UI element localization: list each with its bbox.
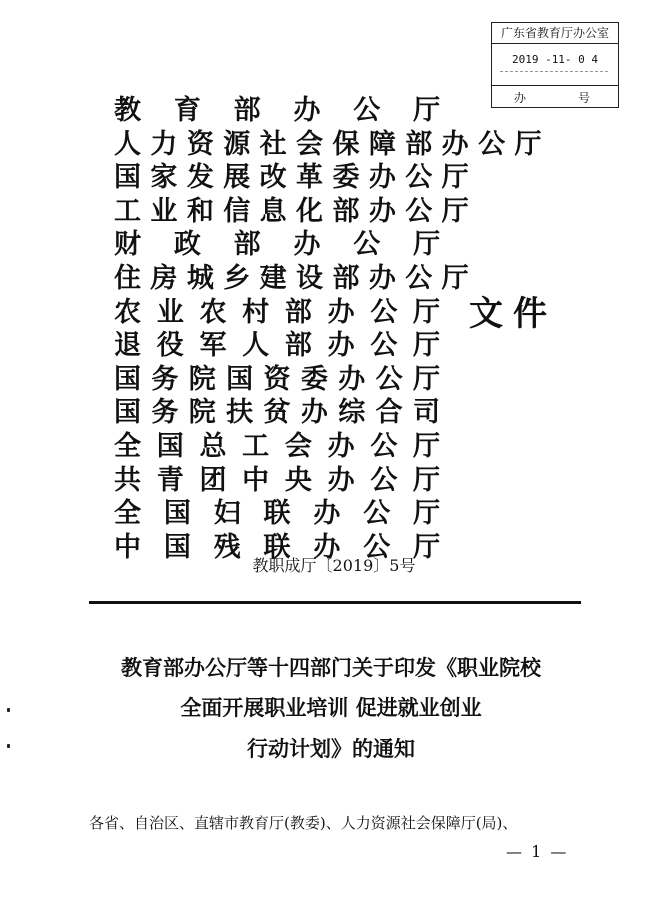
addressee-line: 各省、自治区、直辖市教育厅(教委)、人力资源社会保障厅(局)、 bbox=[89, 814, 518, 832]
title-line-1: 教育部办公厅等十四部门关于印发《职业院校 bbox=[121, 655, 541, 680]
stamp-footer bbox=[492, 85, 618, 106]
issuer-moe: 教 育 部 办 公 厅 bbox=[114, 95, 441, 126]
issuer-cyl: 共 青 团 中 央 办 公 厅 bbox=[114, 464, 441, 496]
issuer-mohurd: 住 房 城 乡 建 设 部 办 公 厅 bbox=[114, 262, 469, 294]
receipt-stamp bbox=[491, 22, 619, 108]
stamp-footer-left: 办 bbox=[514, 91, 527, 105]
issuer-moa: 农 业 农 村 部 办 公 厅 bbox=[114, 296, 441, 328]
issuer-mva: 退 役 军 人 部 办 公 厅 bbox=[114, 330, 441, 362]
issuer-acwf: 全 国 妇 联 办 公 厅 bbox=[114, 498, 441, 530]
issuer-ndrc: 国 家 发 展 改 革 委 办 公 厅 bbox=[114, 162, 469, 194]
document-number: 教职成厅〔2019〕5号 bbox=[252, 556, 416, 575]
title-line-2: 全面开展职业培训 促进就业创业 bbox=[180, 695, 482, 720]
header-rule bbox=[89, 601, 581, 604]
page-number: — 1 — bbox=[506, 842, 569, 861]
issuer-mohrss: 人 力 资 源 社 会 保 障 部 办 公 厅 bbox=[114, 128, 542, 160]
issuer-miit: 工 业 和 信 息 化 部 办 公 厅 bbox=[114, 195, 469, 227]
issuer-acftu: 全 国 总 工 会 办 公 厅 bbox=[114, 430, 441, 462]
stamp-office: 广东省教育厅办公室 bbox=[492, 23, 618, 44]
stamp-divider bbox=[500, 71, 608, 72]
scan-speck bbox=[7, 744, 10, 748]
issuer-mof: 财 政 部 办 公 厅 bbox=[114, 229, 441, 261]
scan-speck bbox=[7, 708, 10, 712]
issuer-sasac: 国 务 院 国 资 委 办 公 厅 bbox=[114, 363, 440, 395]
title-line-3: 行动计划》的通知 bbox=[247, 736, 415, 761]
issuer-cpad: 国 务 院 扶 贫 办 综 合 司 bbox=[114, 397, 440, 429]
document-word: 文件 bbox=[469, 294, 557, 334]
issuer-cdpf: 中 国 残 联 办 公 厅 bbox=[114, 531, 441, 563]
stamp-footer-right: 号 bbox=[578, 91, 591, 105]
stamp-date: 2019 -11- 0 4 bbox=[511, 53, 599, 66]
